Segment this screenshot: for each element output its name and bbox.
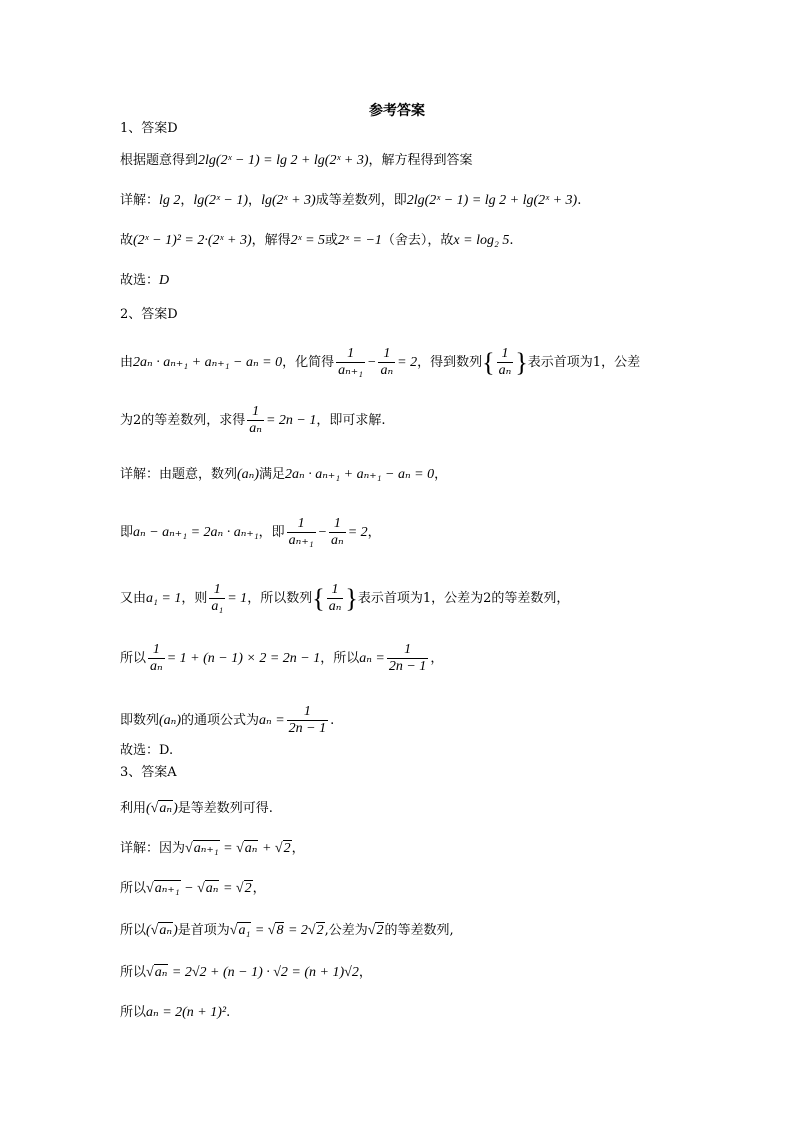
math-expr: D [159,273,170,288]
math-expr: (2ˣ − 1)² = 2·(2ˣ + 3) [133,233,252,248]
sqrt-arg: aₙ [205,881,219,896]
text: ，化简得 [282,355,335,370]
fraction [387,642,428,675]
text: ，解方程得到答案 [368,153,473,168]
numerator: 1 [287,516,316,533]
q2-line4: 即aₙ − aₙ₊₁ = 2aₙ · aₙ₊₁，即 $\frac{1}{\text{aₙ₊₁}}$ − $\frac{1}{\text{aₙ}}$ = 2， [120,516,381,548]
numerator: 1 [287,704,328,721]
denominator: 2n − 1 [288,721,327,736]
math-expr: (√aₙ) [146,801,178,816]
fraction [209,582,225,615]
fraction [148,642,165,675]
fraction [378,346,395,379]
q2-line5 [120,582,569,615]
denominator: aₙ [498,363,512,379]
sqrt-arg: 2 [376,923,384,938]
sqrt-arg: aₙ [154,965,168,980]
math-expr: √aₙ = 2√2 + (n − 1) · √2 = (n + 1)√2 [146,965,359,980]
denominator: aₙ [328,599,342,615]
math-expr: 2aₙ · aₙ₊₁ + aₙ₊₁ − aₙ = 0 [133,355,283,370]
sqrt-arg: aₙ₊₁ [154,881,180,896]
fraction [247,404,264,437]
math-expr: x = log₂ 5 [453,233,510,248]
q2-line3: 详解：由题意，数列(aₙ)满足2aₙ · aₙ₊₁ + aₙ₊₁ − aₙ = 0， [120,467,448,482]
denominator: aₙ [249,421,262,436]
numerator: 1 [336,346,365,363]
math-expr: a₁ = 1 [146,591,182,606]
text: 满足 [259,467,286,482]
q2-line8: 故选：D. [120,743,174,758]
math-expr: 2ˣ = 5 [290,233,326,248]
numerator: 1 [247,404,264,421]
math-expr: aₙ = 2(n + 1)² [146,1005,227,1020]
text: 或 [325,233,339,248]
text: 详解：由题意，数列 [120,467,238,482]
text: 的等差数列, [384,923,454,938]
text: 根据题意得到 [120,153,199,168]
text: ，解得 [251,233,291,248]
math-expr: aₙ = [359,651,385,666]
fraction [287,704,328,737]
sqrt-arg: aₙ [159,923,173,938]
text: 公差为 [328,923,368,938]
text: 又由 [120,591,147,606]
sqrt-arg: aₙ [244,841,258,856]
math-expr: = 1 + (n − 1) × 2 = 2n − 1 [166,651,321,666]
math-expr: = 2√2 + (n − 1) · √2 = (n + 1)√2 [171,965,359,980]
math-expr: = 2n − 1 [265,413,317,428]
numerator: 1 [329,516,346,533]
text: ，所以 [320,651,360,666]
numerator: 1 [327,582,344,599]
math-expr: 2lg(2ˣ − 1) = lg 2 + lg(2ˣ + 3) [406,193,578,208]
math-expr: lg 2 [159,193,181,208]
denominator: aₙ₊₁ [288,533,314,548]
math-expr: 2lg(2ˣ − 1) = lg 2 + lg(2ˣ + 3) [198,153,369,168]
fraction [287,516,316,549]
q1-line3: 故(2ˣ − 1)² = 2·(2ˣ + 3)，解得2ˣ = 5或2ˣ = −1（舍去），故x = log₂ 5. [120,233,514,248]
q3-line3: 所以√aₙ₊₁ − √aₙ = √2， [120,881,266,896]
text: ，即 [258,525,285,540]
sqrt-arg: 2 [244,881,252,896]
q1-line2: 详解：lg 2，lg(2ˣ − 1)，lg(2ˣ + 3)成等差数列，即2lg(2ˣ − 1) = lg 2 + lg(2ˣ + 3). [120,193,582,208]
math-expr: = 1 [227,591,248,606]
math-expr: √aₙ₊₁ = √aₙ + √2 [185,841,291,856]
math-expr: √aₙ₊₁ − √aₙ = √2 [146,881,252,896]
text: ，所以数列 [247,591,313,606]
text: 所以 [120,923,147,938]
q2-heading: 2、答案D [120,307,178,322]
sqrt-arg: 2 [283,841,291,856]
page-title: 参考答案 [369,103,425,119]
text: 所以 [120,965,147,980]
text: 故选： [120,273,160,288]
math-expr: 2ˣ = −1 [338,233,382,248]
q2-line7: 即数列(aₙ)的通项公式为aₙ = $\frac{1}{2n - 1}$ . [120,704,335,736]
math-expr: = 2 [397,355,418,370]
math-expr: √2 [367,923,384,938]
text: 所以 [120,651,147,666]
sqrt-arg: 8 [276,923,284,938]
text: 即 [120,525,134,540]
q2-line1: 由2aₙ · aₙ₊₁ + aₙ₊₁ − aₙ = 0，化简得 $\frac{1}{\text{aₙ₊₁}}$ − $\frac{1}{\text{aₙ}}$ = 2，得到数列{ $\frac{1}{\text{aₙ}}$ }表示首项为1，公差 [120,346,641,379]
text: ，得到数列 [417,355,483,370]
text: 所以 [120,1005,147,1020]
text: 利用 [120,801,147,816]
text: 故 [120,233,134,248]
numerator: 1 [148,642,165,659]
q1-line4 [120,272,169,290]
text: 的通项公式为 [181,713,260,728]
math-expr: lg(2ˣ − 1) [193,193,249,208]
text: 是等差数列可得. [177,801,273,816]
text: 即数列 [120,713,160,728]
q3-line1 [120,800,273,818]
math-expr: aₙ − aₙ₊₁ = 2aₙ · aₙ₊₁ [133,525,259,540]
sequence-set: { $\frac{1}{\text{aₙ}}$ } [312,582,358,615]
numerator: 1 [387,642,428,659]
text: ，则 [181,591,208,606]
numerator: 1 [497,346,514,363]
math-expr: √a₁ = √8 = 2√2 [229,923,324,938]
text: （舍去），故 [381,233,454,248]
text: 详解：因为 [120,841,186,856]
sqrt-arg: 2 [316,923,324,938]
q2-line2 [120,404,386,437]
denominator: aₙ₊₁ [338,363,364,378]
q3-line2: 详解：因为√aₙ₊₁ = √aₙ + √2， [120,841,305,856]
denominator: a₁ [211,599,224,614]
math-expr: (aₙ) [159,713,182,728]
text: 为2的等差数列，求得 [120,413,246,428]
q3-line4: 所以(√aₙ)是首项为√a₁ = √8 = 2√2,公差为√2的等差数列, [120,923,454,938]
numerator: 1 [209,582,225,599]
math-expr: aₙ = [259,713,285,728]
sqrt-arg: a₁ [238,923,251,938]
q3-line5: 所以√aₙ = 2√2 + (n − 1) · √2 = (n + 1)√2， [120,965,372,980]
denominator: aₙ [331,533,344,548]
math-expr: (aₙ) [237,467,260,482]
denominator: 2n − 1 [388,659,427,674]
math-expr: (√aₙ) [146,923,178,938]
math-expr: = 2 [287,923,308,938]
fraction [336,346,365,379]
q3-heading: 3、答案A [120,765,177,780]
text: 成等差数列，即 [315,193,407,208]
q1-line1 [120,152,473,170]
sqrt-arg: aₙ₊₁ [193,841,219,856]
fraction [329,516,346,549]
denominator: aₙ [150,659,163,674]
q2-line6: 所以 $\frac{1}{\text{aₙ}}$ = 1 + (n − 1) × 2 = 2n − 1，所以aₙ = $\frac{1}{2n - 1}$ ， [120,642,444,674]
math-expr: lg(2ˣ + 3) [261,193,316,208]
math-expr: = 2 [347,525,368,540]
q1-heading: 1、答案D [120,121,178,136]
q3-line6: 所以aₙ = 2(n + 1)². [120,1005,231,1020]
sequence-set: { $\frac{1}{\text{aₙ}}$ } [482,346,528,379]
sqrt-arg: aₙ [159,801,173,816]
text: 是首项为 [177,923,230,938]
text: 表示首项为1，公差 [527,355,641,370]
text: 表示首项为1，公差为2的等差数列， [357,591,570,606]
denominator: aₙ [380,363,394,378]
math-expr: 2aₙ · aₙ₊₁ + aₙ₊₁ − aₙ = 0 [285,467,435,482]
text: 所以 [120,881,147,896]
text: 由 [120,355,134,370]
numerator: 1 [378,346,395,363]
text: 详解： [120,193,160,208]
text: ，即可求解. [316,413,386,428]
